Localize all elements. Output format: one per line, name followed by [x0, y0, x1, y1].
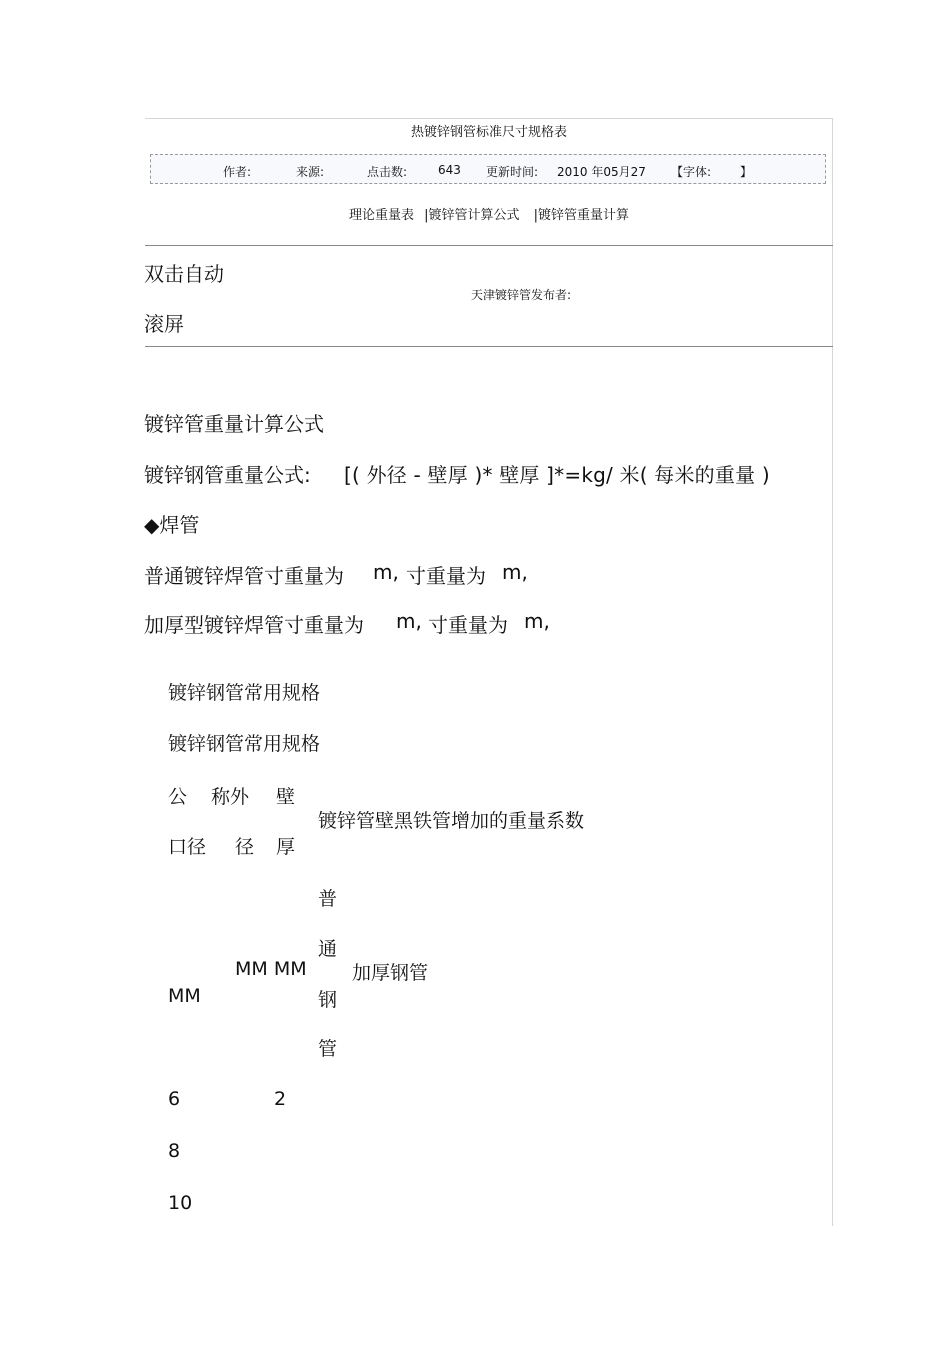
thick-weight-unit-1: m, [396, 609, 422, 633]
normal-pipe-char-2: 通 [318, 938, 338, 960]
weld-pipe-heading: ◆焊管 [144, 513, 200, 537]
updated-label: 更新时间: [486, 165, 539, 179]
clicks-value: 643 [438, 163, 461, 177]
section-heading: 镀锌管重量计算公式 [144, 412, 324, 436]
frame-right-border [832, 118, 833, 1226]
frame-top-border [145, 118, 833, 119]
table-caption-2: 镀锌钢管常用规格 [168, 733, 321, 755]
page-title: 热镀锌钢管标准尺寸规格表 [410, 125, 567, 140]
coef-header: 镀锌管壁黑铁管增加的重量系数 [318, 810, 585, 832]
related-links [145, 204, 833, 223]
normal-weight-unit-2: m, [502, 560, 528, 584]
font-size-label[interactable]: 【字体: [671, 165, 712, 179]
col-outer-line2: 径 [235, 836, 255, 858]
formula-label: 镀锌钢管重量公式: [144, 463, 311, 487]
source-label: 来源: [296, 165, 325, 179]
thick-pipe-header: 加厚钢管 [352, 962, 429, 984]
col-nominal-line1: 公 [168, 786, 188, 808]
clicks-label: 点击数: [367, 165, 408, 179]
scroll-label-1[interactable]: 双击自动 [144, 262, 224, 286]
normal-weight-text-2: 寸重量为 [406, 564, 486, 588]
normal-weight-text: 普通镀锌焊管寸重量为 [144, 564, 344, 588]
col-wall-line1: 壁 [276, 786, 296, 808]
updated-value: 2010 年05月27 [557, 165, 646, 179]
table-caption-1: 镀锌钢管常用规格 [168, 682, 321, 704]
link-weight-table[interactable]: 理论重量表 [348, 208, 414, 223]
formula-text: [( 外径 - 壁厚 )* 壁厚 ]*=kg/ 米( 每米的重量 ) [344, 463, 770, 487]
normal-pipe-char-3: 钢 [318, 989, 338, 1011]
scroll-label-2[interactable]: 滚屏 [144, 312, 184, 336]
normal-pipe-char-4: 管 [318, 1038, 338, 1060]
row-nominal: 6 [168, 1088, 181, 1110]
row-nominal: 8 [168, 1140, 181, 1162]
publisher-label: 天津镀锌管发布者: [471, 288, 572, 302]
col-wall-line2: 厚 [276, 836, 296, 858]
col-outer-line1: 称外 [211, 786, 250, 808]
thick-weight-text: 加厚型镀锌焊管寸重量为 [144, 613, 364, 637]
divider-top [145, 245, 833, 246]
divider-bottom [145, 346, 833, 347]
normal-weight-unit-1: m, [373, 560, 399, 584]
link-weight-calc[interactable]: |镀锌管重量计算 [533, 208, 630, 223]
thick-weight-unit-2: m, [524, 609, 550, 633]
font-size-end: 】 [740, 165, 753, 179]
normal-pipe-char-1: 普 [318, 888, 338, 910]
unit-nominal: MM [168, 985, 201, 1007]
row-wall: 2 [274, 1088, 287, 1110]
link-calc-formula[interactable]: |镀锌管计算公式 [424, 208, 520, 223]
thick-weight-text-2: 寸重量为 [428, 613, 508, 637]
col-nominal-line2: 口径 [168, 836, 207, 858]
author-label: 作者: [223, 165, 252, 179]
row-nominal: 10 [168, 1192, 193, 1214]
unit-outer-wall: MM MM [235, 958, 307, 980]
